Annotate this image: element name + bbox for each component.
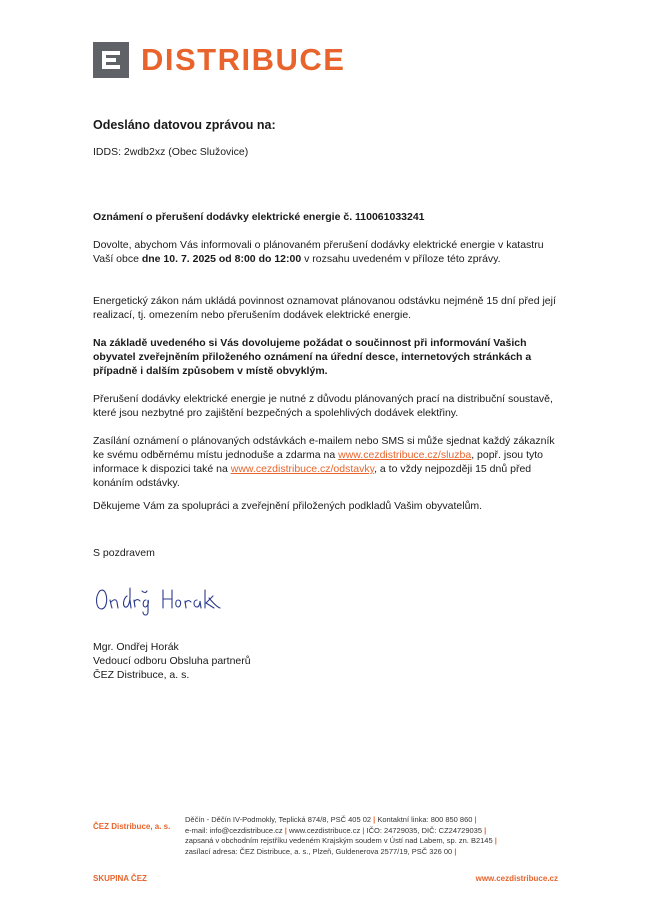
paragraph-reason: Přerušení dodávky elektrické energie je nutné z důvodu plánovaných prací na distribuční soustavě, které jsou nezbytné pro zajištění bezpečných a spolehlivých dodávek elektřiny. xyxy=(93,393,553,419)
paragraph-notifications: Zasílání oznámení o plánovaných odstávkách e-mailem nebo SMS si může sjednat každý zákazník ke svému odběrnému místu jednoduše a zdarma na www.cezdistribuce.cz/sluzba, popř. jsou tyto informace k dispozici také na www.cezdistribuce.cz/odstavky, a to vždy nejpozději 15 dnů před konáním odstávky. xyxy=(93,435,555,489)
signatory-name: Mgr. Ondřej Horák xyxy=(93,641,179,653)
link-odstavky[interactable]: www.cezdistribuce.cz/odstavky xyxy=(230,463,375,475)
paragraph-legal: Energetický zákon nám ukládá povinnost oznamovat plánovanou odstávku nejméně 15 dní před její realizací, tj. omezením nebo přerušením dodávek elektrické energie. xyxy=(93,295,556,321)
letter-subject: Oznámení o přerušení dodávky elektrické energie č. 110061033241 xyxy=(93,211,425,223)
footer-company: ČEZ Distribuce, a. s. xyxy=(93,822,171,831)
signature-icon xyxy=(93,578,223,618)
company-logo xyxy=(93,42,345,78)
sent-label: Odesláno datovou zprávou na: xyxy=(93,118,276,132)
footer-website[interactable]: www.cezdistribuce.cz xyxy=(475,874,558,883)
paragraph-intro: Dovolte, abychom Vás informovali o plánovaném přerušení dodávky elektrické energie v katastru Vaší obce dne 10. 7. 2025 od 8:00 do 12:00 v rozsahu uvedeném v příloze této zprávy. xyxy=(93,239,544,265)
paragraph-request: Na základě uvedeného si Vás dovolujeme požádat o součinnost při informování Vašich obyvatel zveřejněním přiloženého oznámení na úřední desce, internetových stránkách a případně i dalším způsobem v místě obvyklým. xyxy=(93,337,532,377)
recipient-idds: IDDS: 2wdb2xz (Obec Služovice) xyxy=(93,146,249,158)
logo-text: DISTRIBUCE xyxy=(141,42,346,77)
footer-info: Děčín - Děčín IV-Podmokly, Teplická 874/8, PSČ 405 02 | Kontaktní linka: 800 850 860 | e-mail: info@cezdistribuce.cz | www.cezdistribuce.cz | IČO: 24729035, DIČ: CZ24729035 | zapsaná v obchodním rejstříku vedeném Krajským soudem v Ústí nad Labem, sp. zn. B2145 | zasílací adresa: ČEZ Distribuce, a. s., Plzeň, Guldenerova 2577/19, PSČ 326 00 | xyxy=(185,815,497,856)
paragraph-thanks: Děkujeme Vám za spolupráci a zveřejnění přiložených podkladů Vašim obyvatelům. xyxy=(93,500,483,512)
signatory-company: ČEZ Distribuce, a. s. xyxy=(93,669,190,681)
signatory-role: Vedoucí odboru Obsluha partnerů xyxy=(93,655,251,667)
greeting: S pozdravem xyxy=(93,547,155,559)
link-sluzba[interactable]: www.cezdistribuce.cz/sluzba xyxy=(338,449,472,461)
footer-group: SKUPINA ČEZ xyxy=(93,874,147,883)
outage-date: dne 10. 7. 2025 od 8:00 do 12:00 xyxy=(141,253,302,265)
cez-logo-mark-icon xyxy=(93,42,129,78)
signatory-block xyxy=(93,640,251,682)
